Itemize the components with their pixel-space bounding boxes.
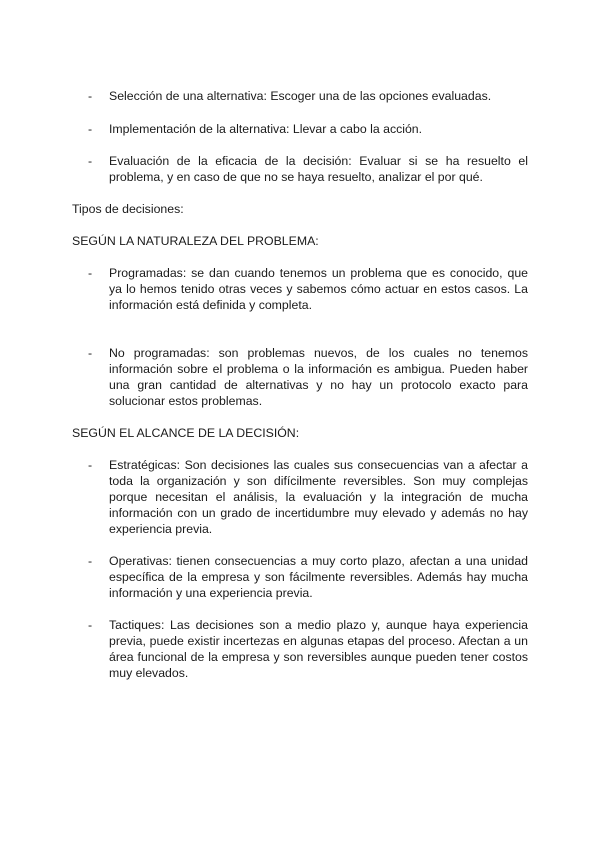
bullet-dash: - [88, 122, 93, 136]
list-item-text: Evaluación de la eficacia de la decisión: Evaluar si se ha resuelto el problema, y en caso de que no se haya resuelto, analizar el por qué. [109, 154, 528, 184]
list-item-text: Operativas: tienen consecuencias a muy corto plazo, afectan a una unidad específica de la empresa y son fácilmente reversibles. Además hay mucha información y una experiencia previa. [109, 554, 528, 600]
list-item-text: Implementación de la alternativa: Llevar a cabo la acción. [109, 122, 423, 136]
list-item [88, 457, 528, 537]
list-item-text: Tactiques: Las decisiones son a medio plazo y, aunque haya experiencia previa, puede existir incertezas en algunas etapas del proceso. Afectan a un área funcional de la empresa y son reversibles aunque pueden tener costos muy elevados. [109, 618, 528, 680]
list-item-text: Selección de una alternativa: Escoger una de las opciones evaluadas. [109, 89, 492, 103]
section-heading-nature: SEGÚN LA NATURALEZA DEL PROBLEMA: [72, 234, 319, 248]
list-item [88, 88, 528, 104]
section-heading-scope: SEGÚN EL ALCANCE DE LA DECISIÓN: [72, 426, 300, 440]
list-item [88, 345, 528, 409]
list-item [88, 121, 528, 137]
bullet-dash: - [88, 346, 93, 360]
bullet-dash: - [88, 554, 93, 568]
list-item [88, 153, 528, 185]
list-item-text: Estratégicas: Son decisiones las cuales sus consecuencias van a afectar a toda la organización y son difícilmente reversibles. Son muy complejas porque necesitan el análisis, la evaluación y la integración de mucha información con un grado de incertidumbre muy elevado y además no hay experiencia previa. [109, 458, 528, 536]
list-item [88, 553, 528, 601]
bullet-dash: - [88, 618, 93, 632]
types-label: Tipos de decisiones: [72, 202, 184, 216]
bullet-dash: - [88, 89, 93, 103]
list-item-text: No programadas: son problemas nuevos, de los cuales no tenemos información sobre el problema o la información es ambigua. Pueden haber una gran cantidad de alternativas y no hay un protocolo exacto para solucionar estos problemas. [109, 346, 528, 408]
bullet-dash: - [88, 154, 93, 168]
list-item [88, 617, 528, 681]
bullet-dash: - [88, 266, 93, 280]
list-item-text: Programadas: se dan cuando tenemos un problema que es conocido, que ya lo hemos tenido otras veces y sabemos cómo actuar en estos casos. La información está definida y completa. [109, 266, 528, 312]
bullet-dash: - [88, 458, 93, 472]
list-item [88, 265, 528, 313]
